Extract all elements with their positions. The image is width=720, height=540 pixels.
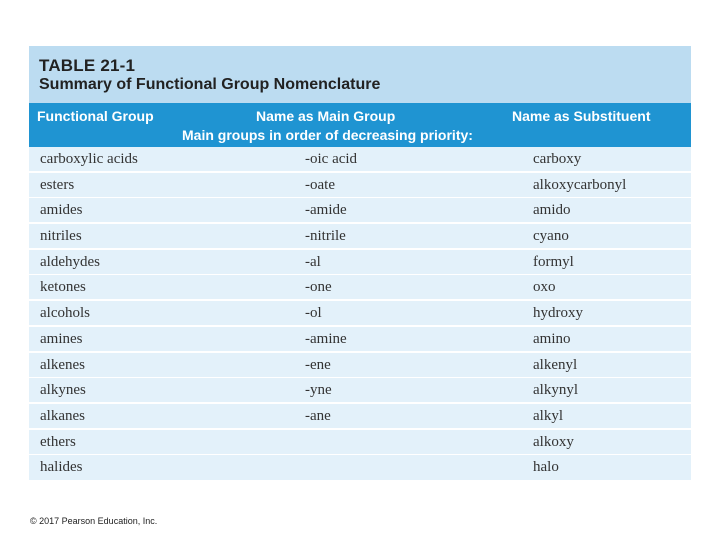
column-header-substituent: Name as Substituent [512,108,651,124]
table-row [29,250,691,274]
cell-functional-group: ethers [40,433,76,450]
cell-substituent-name: alkynyl [533,382,578,399]
cell-main-group-name: -ane [305,407,331,424]
cell-functional-group: ketones [40,279,86,296]
table-row [29,404,691,428]
cell-substituent-name: carboxy [533,151,582,167]
table-body [29,147,691,481]
cell-functional-group: alkynes [40,382,86,399]
copyright-notice: © 2017 Pearson Education, Inc. [30,516,158,526]
cell-substituent-name: alkyl [533,407,563,424]
table-row [29,275,691,299]
cell-substituent-name: amido [533,202,571,219]
cell-substituent-name: cyano [533,228,569,245]
table-row [29,198,691,222]
cell-functional-group: alcohols [40,305,90,322]
cell-substituent-name: alkoxy [533,433,574,450]
table-row [29,455,691,479]
cell-functional-group: nitriles [40,228,82,245]
cell-functional-group: halides [40,459,83,476]
cell-substituent-name: alkoxycarbonyl [533,176,627,193]
table-row [29,353,691,377]
table-header [29,103,691,147]
cell-main-group-name: -ene [305,356,331,373]
cell-functional-group: alkanes [40,407,85,424]
table-row [29,173,691,197]
cell-substituent-name: amino [533,330,571,347]
cell-functional-group: alkenes [40,356,85,373]
cell-main-group-name: -oate [305,176,335,193]
table-row [29,301,691,325]
cell-functional-group: esters [40,176,75,193]
cell-main-group-name: -one [305,279,332,296]
table-subheader: Main groups in order of decreasing priority: [182,127,473,143]
table-row [29,147,691,171]
cell-substituent-name: oxo [533,279,556,296]
cell-main-group-name: -al [305,253,321,270]
cell-substituent-name: halo [533,459,559,476]
cell-substituent-name: alkenyl [533,356,578,373]
cell-functional-group: aldehydes [40,253,100,270]
table-row [29,327,691,351]
table-number: TABLE 21-1 [39,56,136,75]
nomenclature-table [29,46,691,480]
cell-main-group-name: -oic acid [305,151,358,167]
table-title: Summary of Functional Group Nomenclature [39,76,381,93]
cell-main-group-name: -nitrile [305,228,346,245]
column-header-functional-group: Functional Group [37,108,154,124]
cell-functional-group: amides [40,202,83,219]
column-header-main-group: Name as Main Group [256,108,396,124]
table-title-block [29,46,691,103]
table-row [29,378,691,402]
table-row [29,224,691,248]
cell-main-group-name: -amide [305,202,347,219]
cell-substituent-name: formyl [533,253,574,270]
cell-main-group-name: -amine [305,330,347,347]
cell-functional-group: carboxylic acids [40,151,138,167]
cell-functional-group: amines [40,330,83,347]
cell-substituent-name: hydroxy [533,305,583,322]
table-row [29,430,691,454]
cell-main-group-name: -yne [305,382,332,399]
cell-main-group-name: -ol [305,305,322,322]
